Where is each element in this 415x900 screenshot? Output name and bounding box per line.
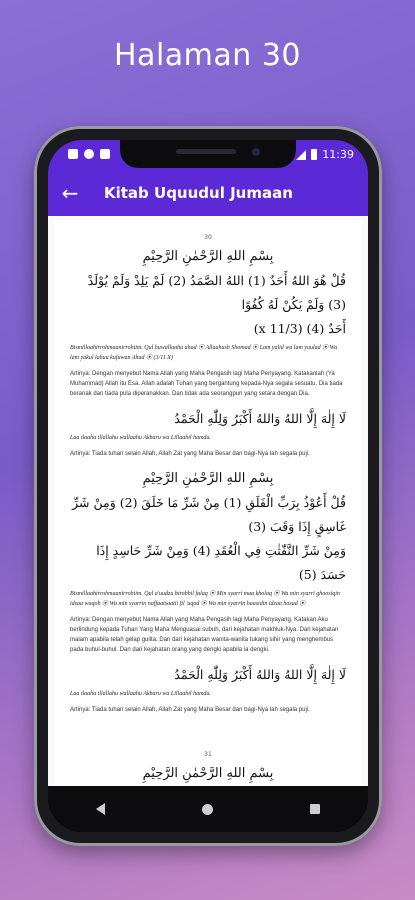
tahlil-transliteration-2: Laa ilaaha illallahu wallaahu Akbaru wa Lillaahil hamdu. xyxy=(70,691,211,697)
tahlil-translation-2: Artinya: Tiada tuhan selain Allah, Allah Zat yang Maha Besar dan bagi-Nya lah segala puji. xyxy=(70,707,310,713)
ikhlas-arabic-line-1: قُلْ هُوَ اللهُ أَحَدٌ (1) اللهُ الصَّمَدُ (2) لَمْ يَلِدْ وَلَمْ يُوْلَدْ (3) وَلَمْ يَكُنْ لَهُ كُفُوًا xyxy=(87,273,346,312)
ikhlas-transliteration: Bismillaahirrohmaanirrohiim. Qul huwallaahu ahad ⦿ Allaahush Shomad ⦿ Lam yalid wa lam yuulad ⦿ Wa lam yakul lahuu kufuwan Ahad ⦿ (3/11 X) xyxy=(70,345,338,361)
falaq-arabic-line-1: قُلْ أَعُوْذُ بِرَبِّ الْفَلَقِ (1) مِنْ شَرِّ مَا خَلَقَ (2) وَمِنْ شَرِّ غَاسِقٍ إِذَا وَقَبَ (3) xyxy=(72,495,346,534)
signal-icon xyxy=(296,150,306,160)
tahlil-arabic-2: لَا إِلٰهَ إِلَّا اللهُ وَاللهُ أَكْبَرُ وَلِلّٰهِ الْحَمْدُ xyxy=(174,667,346,682)
falaq-translation: Artinya: Dengan menyebut Nama Allah yang Maha Pengasih lagi Maha Penyayang. Katakan Aku berlindung kepada Tuhan Yang Maha Menguasai subuh, dari kejahatan makhluk-Nya. Dari kejahatan malam apabila telah gelap gulita. Dan dari kejahatan wanita-wanita tukang sihir yang menghembus pada buhul-buhul. Dan dari kejahatan orang yang dengki apabila ia dengki. xyxy=(70,617,339,653)
page-number-next: 31 xyxy=(204,751,212,758)
sync-icon xyxy=(84,149,94,159)
tahlil-transliteration: Laa ilaaha illallahu wallaahu Akbaru wa Lillaahil hamdu. xyxy=(70,435,211,441)
phone-frame xyxy=(34,126,382,846)
status-right xyxy=(296,148,354,161)
status-bar xyxy=(48,140,368,170)
nav-home-icon[interactable] xyxy=(202,804,213,815)
status-time: 11:39 xyxy=(322,148,354,161)
ikhlas-translation: Artinya: Dengan menyebut Nama Allah yang Maha Pengasih lagi Maha Penyayang. Katakanlah (Ya Muhammad) Allah itu Esa. Allah adalah Tuhan yang bergantung kepada-Nya segala sesuatu. Dia tiada beranak dan tiada pula diperanakkan. Dan tidak ada seorangpun yang setara dengan Dia. xyxy=(70,371,343,397)
notification-icons xyxy=(68,149,110,159)
nav-back-icon[interactable] xyxy=(96,803,105,815)
basmala-text: بِسْمِ اللهِ الرَّحْمٰنِ الرَّحِيْمِ xyxy=(142,249,274,264)
phone-screen xyxy=(48,140,368,832)
basmala-text-next: بِسْمِ اللهِ الرَّحْمٰنِ الرَّحِيْمِ xyxy=(142,766,274,781)
speaker-grille xyxy=(176,149,236,154)
ikhlas-arabic-line-2: أَحَدٌ (4) (x 11/3) xyxy=(253,321,346,336)
system-nav-bar xyxy=(48,786,368,832)
sd-card-icon xyxy=(100,149,110,159)
page-number: 30 xyxy=(204,234,212,241)
front-camera xyxy=(252,148,260,156)
app-bar xyxy=(48,170,368,216)
tahlil-translation: Artinya: Tiada tuhan selain Allah, Allah Zat yang Maha Besar dan bagi-Nya lah segala puji. xyxy=(70,451,310,457)
nav-recents-icon[interactable] xyxy=(310,804,320,814)
battery-icon xyxy=(311,149,317,160)
back-arrow-icon[interactable]: ← xyxy=(61,181,79,205)
tahlil-arabic: لَا إِلٰهَ إِلَّا اللهُ وَاللهُ أَكْبَرُ وَلِلّٰهِ الْحَمْدُ xyxy=(174,411,346,426)
camera-notch xyxy=(120,140,296,168)
app-title: Kitab Uquudul Jumaan xyxy=(104,184,293,202)
falaq-transliteration: Bismillaahirrohmaanirrohiim. Qul a'uudzu birobbil falaq ⦿ Min syarri maa kholaq ⦿ Wa min syarri ghoosiqin idzaa waqob ⦿ Wa min syarrin naffaatsaatii fil 'uqod ⦿ Wa min syarrin haasidin idzaa hasad ⦿ xyxy=(70,591,340,607)
page-headline: Halaman 30 xyxy=(114,38,301,73)
document-page xyxy=(54,220,362,786)
basmala-text-2: بِسْمِ اللهِ الرَّحْمٰنِ الرَّحِيْمِ xyxy=(142,471,274,486)
notification-icon xyxy=(68,149,78,159)
falaq-arabic-line-2: وَمِنْ شَرِّ النَّفّٰثٰتِ فِي الْعُقَدِ (4) وَمِنْ شَرِّ حَاسِدٍ إِذَا حَسَدَ (5) xyxy=(96,543,346,582)
document-viewer[interactable] xyxy=(48,216,368,786)
